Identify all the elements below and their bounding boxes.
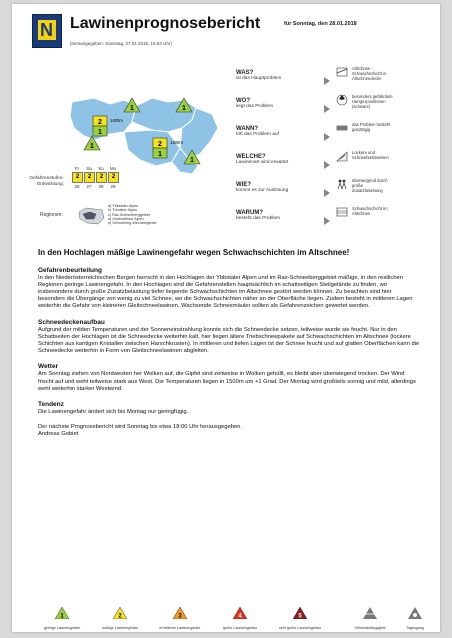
question-why: WARUM? besteht das Problem [236, 210, 330, 234]
report-header [32, 14, 432, 54]
closing-note: Der nächste Prognosebericht wird Sonntag bis etwa 18:00 Uhr herausgegeben. [38, 424, 242, 431]
skier-group-icon [336, 178, 348, 190]
region-minimap-icon [76, 202, 106, 228]
elevation-dependency-icon [363, 607, 377, 619]
answer-why: Schwachschicht im Altschnee [338, 206, 436, 216]
trend-day: Sa 2 27 [84, 166, 94, 189]
author: Andreas Gobiet [38, 431, 79, 438]
trend-label: Gefahrenstufen- Entwicklung: [29, 176, 64, 187]
answer-which: Lockere und Schneebrettlawinen [338, 150, 436, 160]
question-where: WO? liegt das Problem [236, 98, 330, 122]
svg-text:4: 4 [238, 613, 242, 619]
all-day-icon [336, 122, 348, 134]
answer-how: überwiegend durch große Zusatzbelastung [338, 178, 436, 193]
danger-overview-graphic [29, 62, 432, 238]
danger-icon-3 [93, 116, 107, 136]
legend-item: Tagesgang [398, 606, 432, 630]
answer-what: Altschnee - Schwachschicht in Altschneedecke [338, 66, 436, 81]
arrow-right-icon [324, 105, 330, 113]
legend-item: 4 große Lawinengefahr [216, 606, 264, 630]
svg-text:1: 1 [98, 129, 102, 136]
noe-logo: N [32, 14, 62, 48]
region-map [32, 62, 228, 182]
svg-text:5: 5 [298, 613, 302, 619]
answer-where: besonders gefährdete Hangexpositionen (schwarz) [338, 94, 436, 109]
answer-when: das Problem besteht ganztägig [338, 122, 436, 132]
section-text: Aufgrund der milden Temperaturen und der Sonneneinstrahlung konnte sich die Schneedecke setzen, teilweise wurde sie feucht. Nur in den Schattseiten der Hochlagen ist die Schneedecke weiterhin kalt, hier liegen ältere Triebschneepakete auf Schwachschichten im Altschnee (lockere Schichten aus kantigen Kristallen zwischen Harschkrusten). In mittleren und tiefen Lagen ist der Schnee feucht und auf glatten Oberflächen kann die Schneedecke weiterhin in Form von Gleitschneelawinen abgleiten. [38, 326, 420, 355]
slab-avalanche-icon [336, 150, 348, 162]
report-date: für Sonntag, den 28.01.2018 [284, 21, 357, 27]
svg-text:1: 1 [182, 105, 186, 112]
section-heading: Wetter [38, 363, 59, 371]
section-text: Am Sonntag ziehen von Nordwesten her Wolken auf, die Gipfel sind zeitweise in Wolken gehüllt, es bleibt aber überwiegend trocken. Der Wind frischt auf und weht teilweise stark aus West. Die Temperaturen liegen in 1500m um +1 Grad. Der Montag wird großteils sonnig und mild, allerdings weht weiterhin starker Westwind. [38, 371, 416, 392]
map-region-south [124, 130, 180, 166]
danger-level-icon [113, 607, 127, 619]
legend-item: 3 erhebliche Lawinengefahr [154, 606, 206, 630]
weak-layer-icon [336, 66, 348, 78]
section-heading: Schneedeckenaufbau [38, 318, 105, 326]
svg-text:2: 2 [98, 119, 102, 126]
report-page [12, 4, 440, 632]
regions-label: Regionen: [40, 212, 63, 218]
svg-text:1: 1 [90, 143, 94, 150]
svg-text:1: 1 [60, 613, 64, 619]
section-text: Die Lawinengefahr ändert sich bis Montag nur geringfügig. [38, 408, 189, 415]
section-heading: Gefahrenbeurteilung [38, 266, 102, 274]
legend-item: Höhenabhängigkeit [350, 606, 390, 630]
svg-text:3: 3 [178, 613, 182, 619]
report-body [38, 248, 420, 439]
danger-level-icon [233, 607, 247, 619]
daily-cycle-icon [408, 607, 422, 619]
report-title: Lawinenprognosebericht [70, 15, 261, 32]
legend-item: 5 sehr große Lawinengefahr [272, 606, 328, 630]
trend-day: So 2 28 [96, 166, 106, 189]
region-item: b) Türnitzer Alpen [108, 208, 138, 213]
region-item: c) Rax-Schneeberggebiet [108, 212, 150, 217]
arrow-right-icon [324, 161, 330, 169]
arrow-right-icon [324, 77, 330, 85]
region-item: d) Gutensteiner Alpen [108, 216, 144, 221]
regions-list [108, 204, 157, 225]
svg-text:1400m: 1400m [110, 118, 123, 123]
section-heading: Tendenz [38, 400, 64, 408]
snowpack-layer-icon [336, 206, 348, 218]
question-which: WELCHE? Lawinenart wird erwartet [236, 154, 330, 178]
question-what: WAS? ist das Hauptproblem [236, 70, 330, 94]
danger-level-icon [293, 607, 307, 619]
region-item: e) Semmering-Wechselgebiet [108, 221, 157, 226]
svg-text:1: 1 [158, 151, 162, 158]
arrow-right-icon [324, 133, 330, 141]
legend-item: 2 mäßige Lawinengefahr [96, 606, 144, 630]
danger-level-icon [173, 607, 187, 619]
svg-text:1: 1 [130, 105, 134, 112]
trend-day: Mo 2 29 [108, 166, 118, 189]
region-item: a) Ybbstaler Alpen [108, 204, 139, 208]
aspect-rose-icon [336, 94, 348, 106]
trend-day: Fr 2 26 [72, 166, 82, 189]
svg-text:1: 1 [190, 157, 194, 164]
danger-level-icon [55, 607, 69, 619]
section-text: In den Niederösterreichischen Bergen herrscht in den Hochlagen der Ybbstaler Alpen und im Rax-Schneeberggebiet mäßige, in den restlichen Regionen geringe Lawinengefahr. In den Hochlagen sind die Gefahrenstellen hauptsächlich im schattseitigen Steilgelände zu finden, wo insbesondere durch große Zusatzbelastung tiefer liegende Schwachschichten im Altschnee gestört werden können. Zu beachten sind hier besonders die Übergänge von wenig zu viel Schnee, wo die Schwachschichten näher an der Oberfläche liegen. Zudem besteht in mittleren Lagen weiterhin die Gefahr von kleineren Gleitschneelawinen. Wachsende Schneemäuler sollten als Gefahrenzeichen gewertet werden. [38, 274, 413, 310]
arrow-right-icon [324, 189, 330, 197]
svg-text:1400m: 1400m [170, 140, 183, 145]
arrow-right-icon [324, 217, 330, 225]
report-headline: In den Hochlagen mäßige Lawinengefahr wegen Schwachschichten im Altschnee! [38, 248, 350, 257]
danger-icon-4 [153, 138, 167, 158]
question-when: WANN? tritt das Problem auf [236, 126, 330, 150]
danger-scale-legend [32, 606, 432, 628]
svg-text:2: 2 [158, 141, 162, 148]
svg-text:2: 2 [118, 613, 122, 619]
published-timestamp: (herausgegeben: Samstag, 27.01.2018, 15:54 Uhr) [70, 41, 172, 46]
legend-item: 1 geringe Lawinengefahr [38, 606, 86, 630]
question-how: WIE? kommt es zur Auslösung [236, 182, 330, 206]
